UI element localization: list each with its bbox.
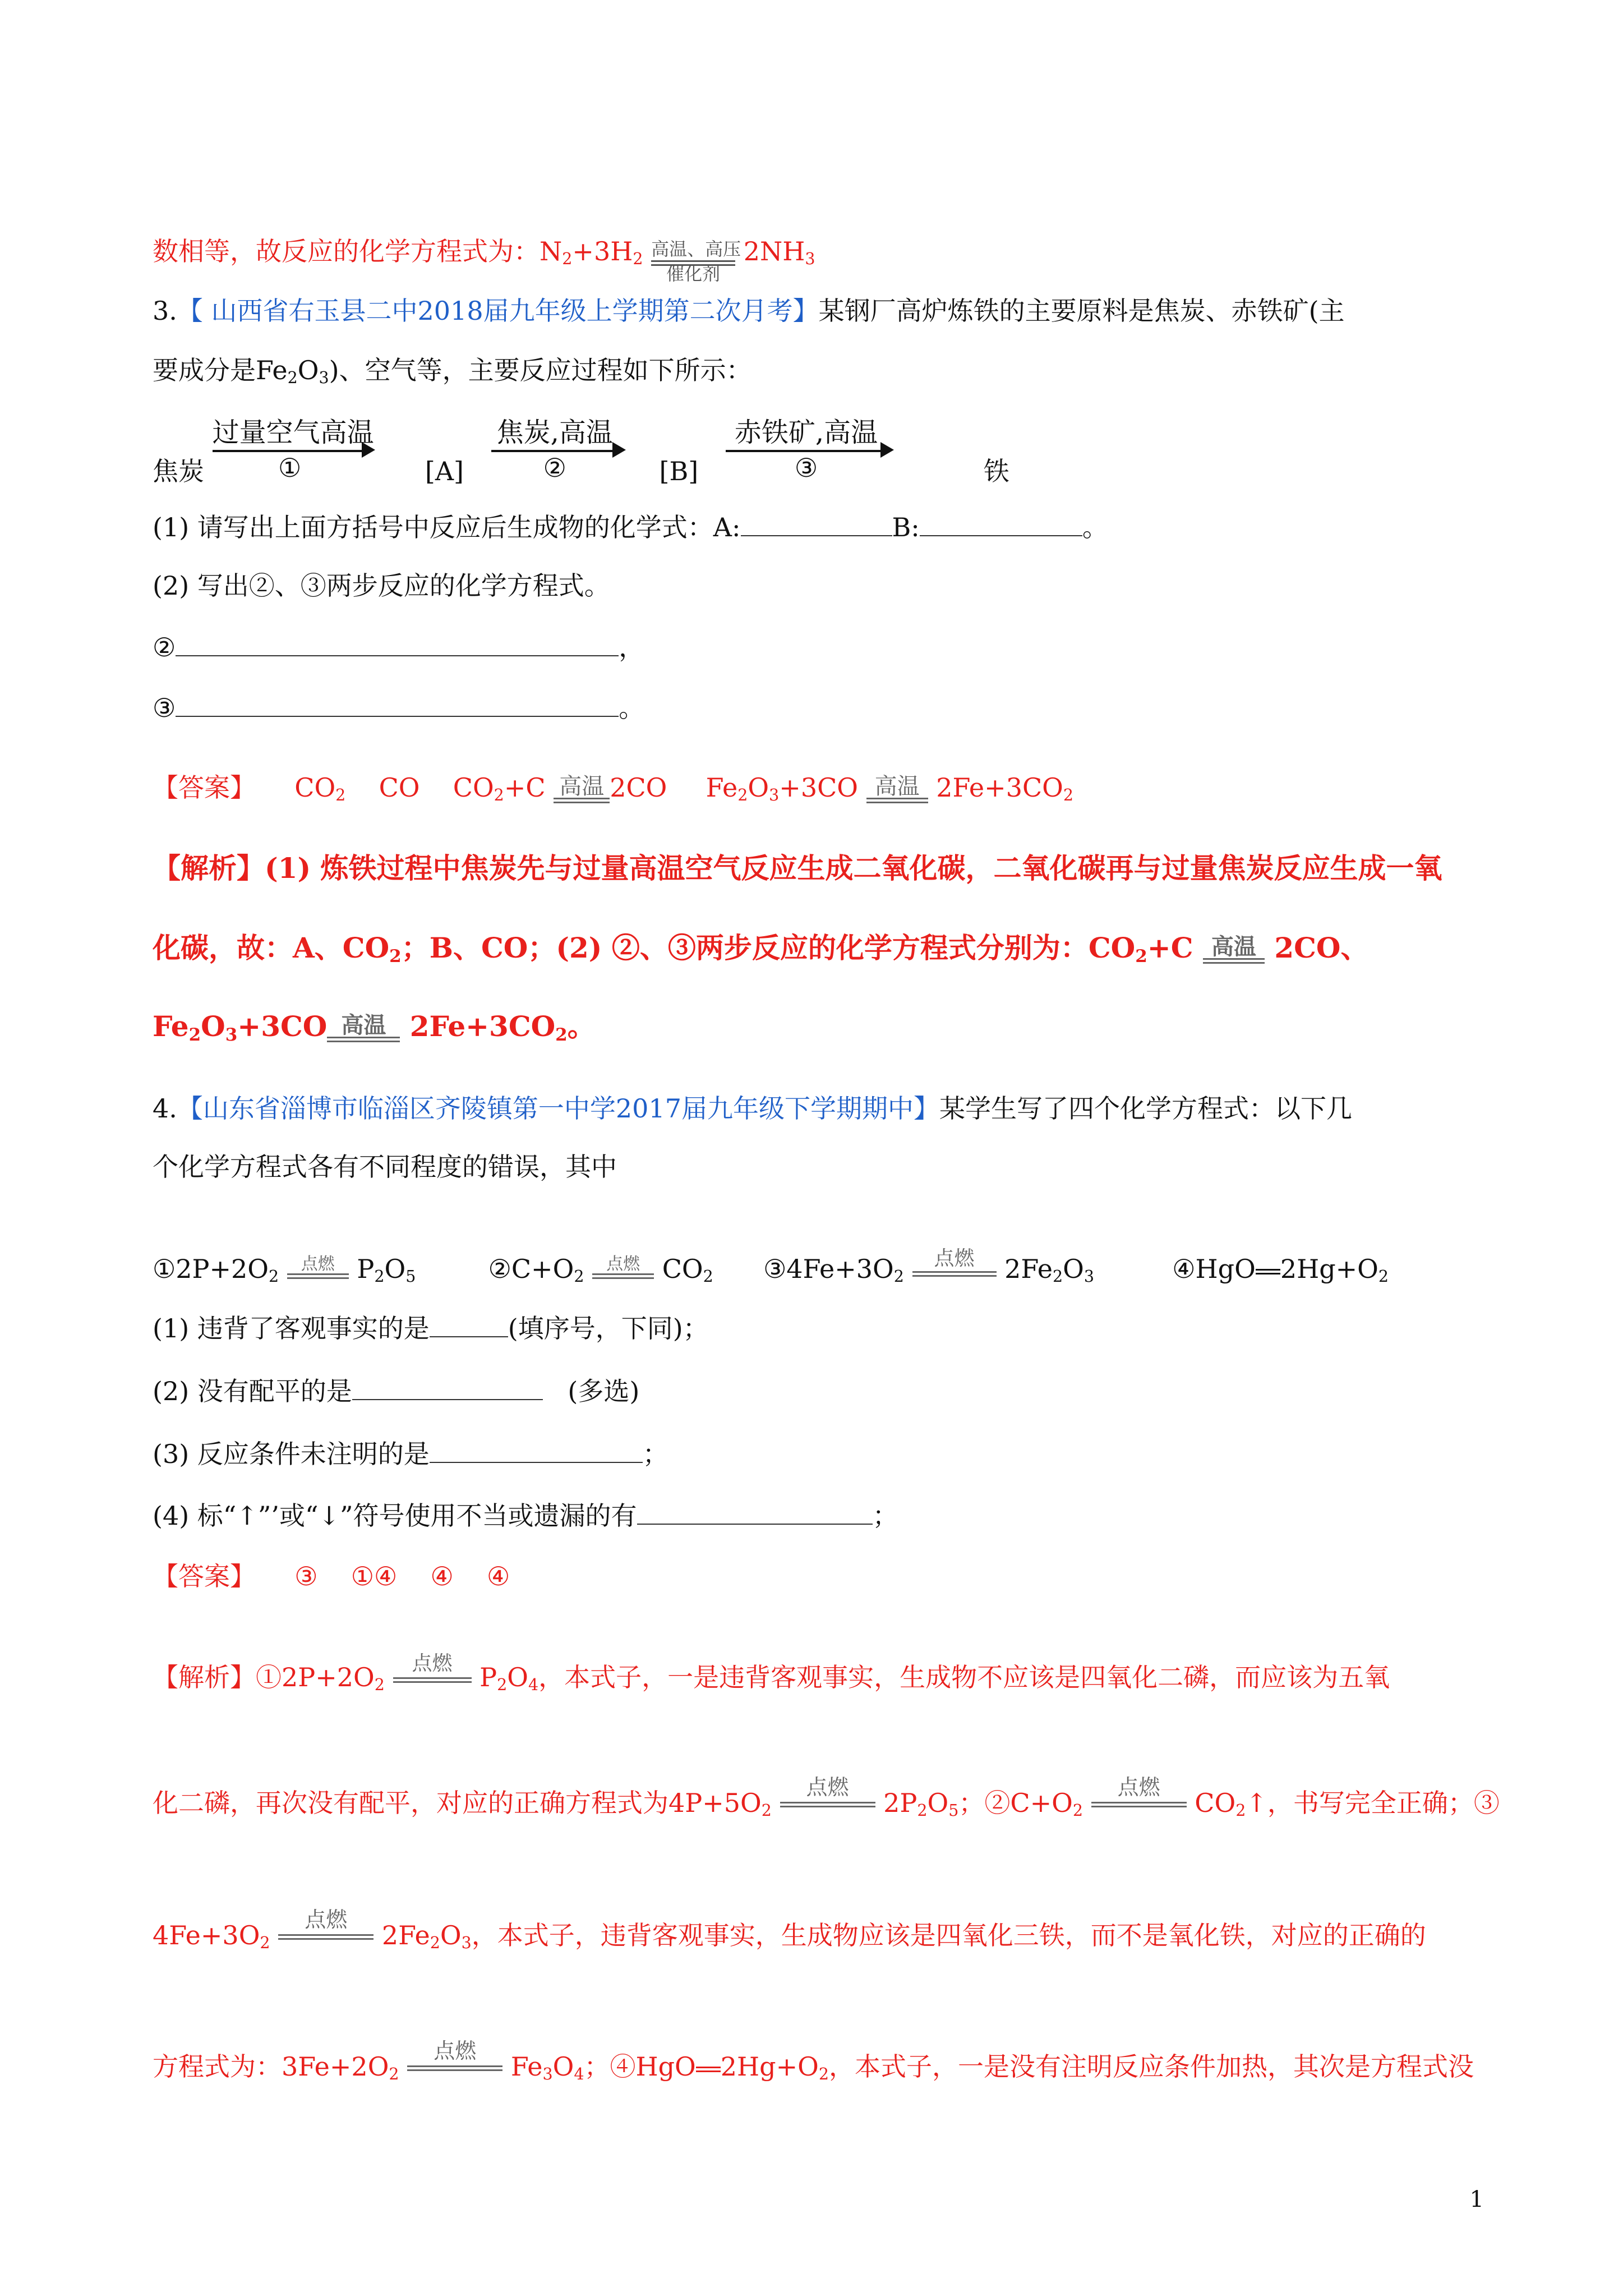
q3-answer: 【答案】 $CO_2$ CO $CO_2+C$ 高温 2CO $Fe_2O_3+3CO$ 高温 $2Fe+3CO_2$ <box>153 772 1074 805</box>
q4-analysis-4: 方程式为：$3Fe+2O_2$ 点燃 $Fe_3O_4$；④HgO $2Hg+O_2$，本式子，一是没有注明反应条件加热，其次是方程式没 <box>153 2039 1474 2084</box>
blank-q4-4[interactable] <box>637 1498 873 1525</box>
blank-step-3[interactable] <box>176 690 619 717</box>
q4-line-1: 4.【山东省淄博市临淄区齐陵镇第一中学2017届九年级下学期期中】某学生写了四个化学方程式：以下几 <box>153 1093 1352 1124</box>
blank-a[interactable] <box>741 509 892 536</box>
blank-b[interactable] <box>920 509 1082 536</box>
q3-source: 【 山西省右玉县二中2018届九年级上学期第二次月考】 <box>177 296 819 326</box>
q4-line-2: 个化学方程式各有不同程度的错误，其中 <box>153 1152 617 1182</box>
flow-arrow-2: 焦炭,高温 ② <box>491 457 626 488</box>
q4-analysis-3: $4Fe+3O_2$ 点燃 $2Fe_2O_3$，本式子，违背客观事实，生成物应该是四氧化三铁，而不是氧化铁，对应的正确的 <box>153 1907 1426 1953</box>
q4-equations: $①2P+2O_2$ 点燃 $P_2O_5$ $②C+O_2$ 点燃 $CO_2$ $③4Fe+3O_2$ 点燃 $2Fe_2O_3$ ④HgO $2Hg+O_2$ <box>153 1247 1389 1286</box>
page-number: 1 <box>1469 2187 1484 2212</box>
q3-sub-1: (1) 请写出上面方括号中反应后生成物的化学式：A: B: 。 <box>153 509 1108 544</box>
q3-analysis-1: 【解析】(1) 炼铁过程中焦炭先与过量高温空气反应生成二氧化碳，二氧化碳再与过量焦炭反应生成一氧 <box>153 852 1442 885</box>
q3-line-2: 要成分是$Fe_2O_3$)、空气等，主要反应过程如下所示： <box>153 355 752 388</box>
q4-analysis-2: 化二磷，再次没有配平，对应的正确方程式为$4P+5O_2$ 点燃 $2P_2O_5$；$②C+O_2$ 点燃 $CO_2↑$，书写完全正确；③ <box>153 1775 1500 1820</box>
q3-analysis-2: 化碳，故：A、$CO_2$；B、CO；(2) ②、③两步反应的化学方程式分别为：$CO_2+C$ 高温 2CO、 <box>153 931 1369 967</box>
blank-q4-1[interactable] <box>430 1310 508 1337</box>
q3-step-3: ③ 。 <box>153 690 644 725</box>
blank-q4-3[interactable] <box>430 1436 643 1463</box>
q4-sub-1: (1) 违背了客观事实的是 (填序号，下同)； <box>153 1310 709 1345</box>
q3-step-2: ② ， <box>153 629 644 664</box>
q3-analysis-3: $Fe_2O_3+3CO$ 高温 $2Fe+3CO_2$。 <box>153 1010 596 1045</box>
top-equation-line: 数相等，故反应的化学方程式为：$N_2+3H_2$ 高温、高压 催化剂 $2NH_3$ <box>153 236 815 284</box>
blank-step-2[interactable] <box>176 629 619 656</box>
q4-sub-2: (2) 没有配平的是 (多选) <box>153 1373 639 1408</box>
blank-q4-2[interactable] <box>352 1373 543 1400</box>
q4-sub-3: (3) 反应条件未注明的是 ； <box>153 1436 668 1471</box>
q4-analysis-1: 【解析】$①2P+2O_2$ 点燃 $P_2O_4$，本式子，一是违背客观事实，生成物不应该是四氧化二磷，而应该为五氧 <box>153 1652 1390 1695</box>
q3-flow-diagram: 焦炭 过量空气高温 ① [A] 焦炭,高温 ② [B] 赤铁矿,高温 ③ 铁 <box>153 454 1009 488</box>
q4-answer: 【答案】 ③ ①④ ④ ④ <box>153 1561 510 1591</box>
flow-arrow-3: 赤铁矿,高温 ③ <box>726 457 894 488</box>
q3-sub-2: (2) 写出②、③两步反应的化学方程式。 <box>153 570 610 601</box>
flow-arrow-1: 过量空气高温 ① <box>212 417 374 483</box>
q3-line-1: 3.【 山西省右玉县二中2018届九年级上学期第二次月考】某钢厂高炉炼铁的主要原料是焦炭、赤铁矿(主 <box>153 296 1345 326</box>
q4-source: 【山东省淄博市临淄区齐陵镇第一中学2017届九年级下学期期中】 <box>177 1093 939 1124</box>
q4-sub-4: (4) 标“↑”’或“↓”符号使用不当或遗漏的有 ； <box>153 1498 898 1533</box>
